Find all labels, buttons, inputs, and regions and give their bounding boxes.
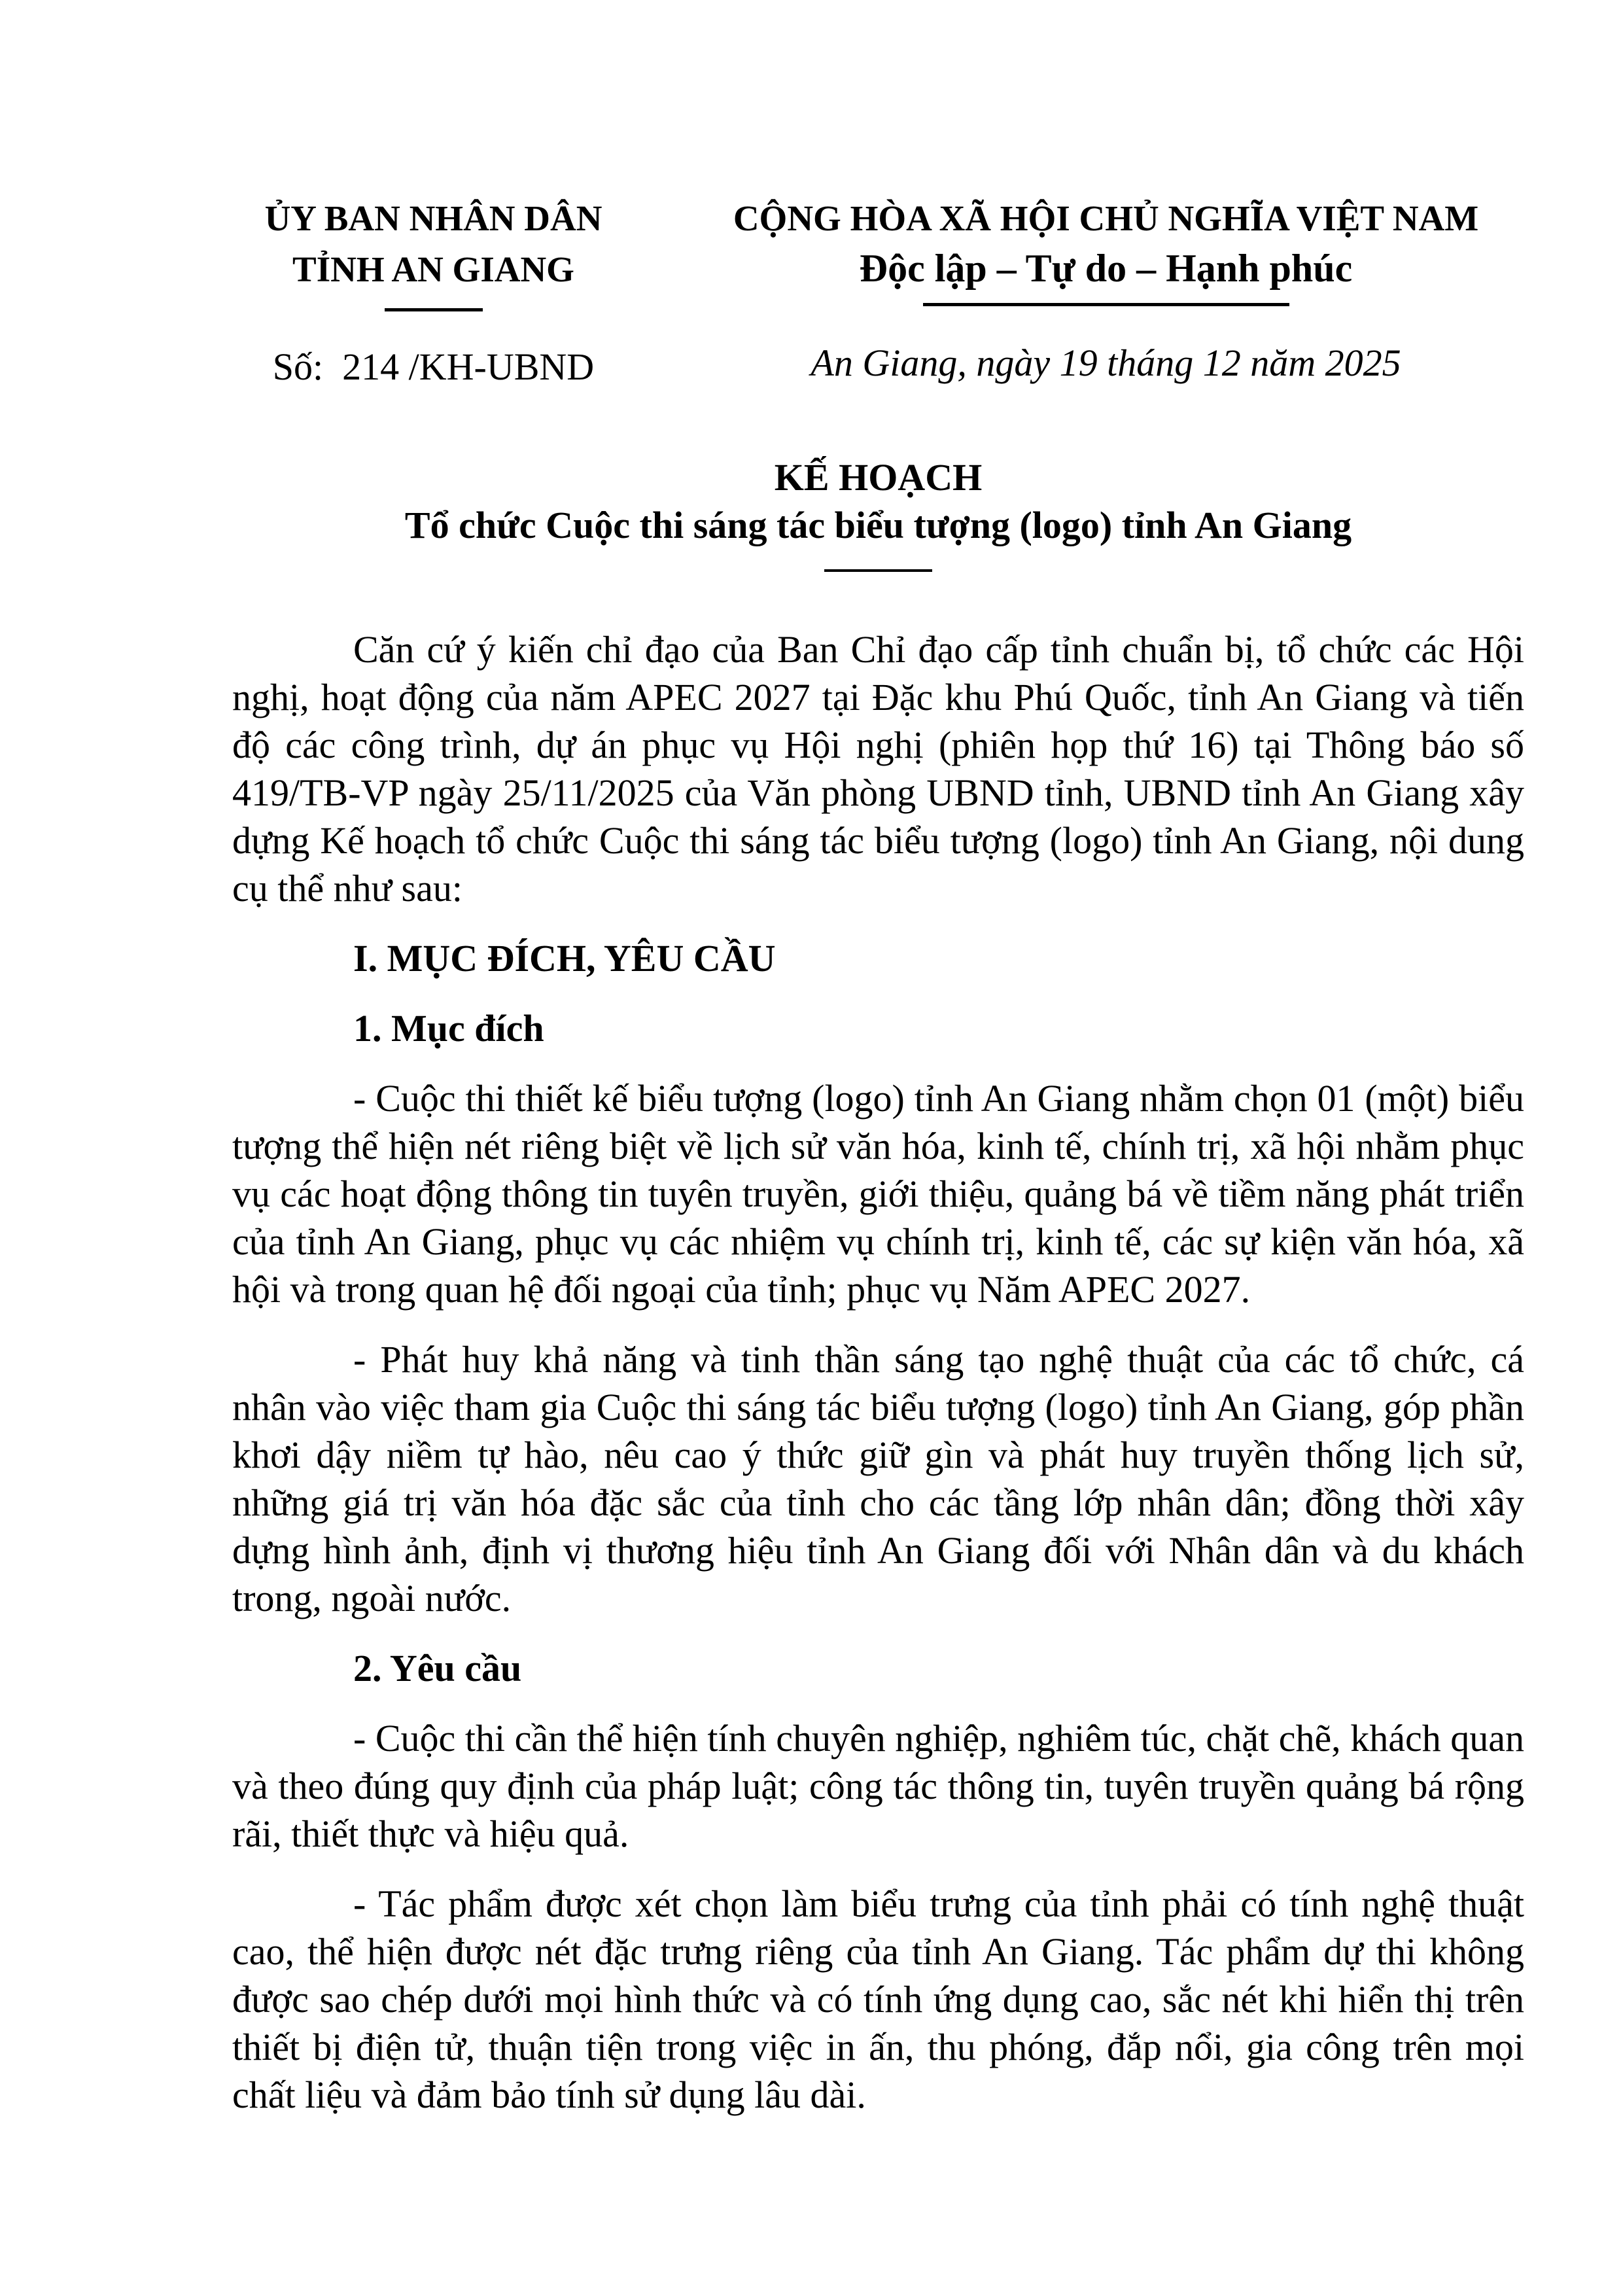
national-motto-divider <box>923 303 1289 306</box>
section-1-heading: I. MỤC ĐÍCH, YÊU CẦU <box>353 937 776 980</box>
issuing-agency-divider <box>385 308 483 311</box>
issuing-agency-line1: ỦY BAN NHÂN DÂN <box>264 198 602 238</box>
national-motto: Độc lập – Tự do – Hạnh phúc <box>859 247 1353 290</box>
section-1-2-paragraph: - Cuộc thi cần thể hiện tính chuyên nghiệp, nghiêm túc, chặt chẽ, khách quan và theo đúng quy định của pháp luật; công tác thông tin, tuyên truyền quảng bá rộng rãi, thiết thực và hiệu quả. <box>232 1717 1524 1855</box>
section-1-1-paragraph: - Phát huy khả năng và tinh thần sáng tạo nghệ thuật của các tổ chức, cá nhân vào việc tham gia Cuộc thi sáng tác biểu tượng (logo) tỉnh An Giang, góp phần khơi dậy niềm tự hào, nêu cao ý thức giữ gìn và phát huy truyền thống lịch sử, những giá trị văn hóa đặc sắc của tỉnh cho các tầng lớp nhân dân; đồng thời xây dựng hình ảnh, định vị thương hiệu tỉnh An Giang đối với Nhân dân và du khách trong, ngoài nước. <box>232 1338 1524 1619</box>
national-name: CỘNG HÒA XÃ HỘI CHỦ NGHĨA VIỆT NAM <box>733 198 1479 238</box>
intro-paragraph: Căn cứ ý kiến chỉ đạo của Ban Chỉ đạo cấp tỉnh chuẩn bị, tổ chức các Hội nghị, hoạt động của năm APEC 2027 tại Đặc khu Phú Quốc, tỉnh An Giang và tiến độ các công trình, dự án phục vụ Hội nghị (phiên họp thứ 16) tại Thông báo số 419/TB-VP ngày 25/11/2025 của Văn phòng UBND tỉnh, UBND tỉnh An Giang xây dựng Kế hoạch tổ chức Cuộc thi sáng tác biểu tượng (logo) tỉnh An Giang, nội dung cụ thể như sau: <box>232 628 1524 910</box>
title-block <box>0 455 1623 572</box>
document-type-title: KẾ HOẠCH <box>774 456 983 499</box>
section-1-1-paragraph: - Cuộc thi thiết kế biểu tượng (logo) tỉnh An Giang nhằm chọn 01 (một) biểu tượng thể hiện nét riêng biệt về lịch sử văn hóa, kinh tế, chính trị, xã hội nhằm phục vụ các hoạt động thông tin tuyên truyền, giới thiệu, quảng bá về tiềm năng phát triển của tỉnh An Giang, phục vụ các nhiệm vụ chính trị, kinh tế, các sự kiện văn hóa, xã hội và trong quan hệ đối ngoại của tỉnh; phục vụ Năm APEC 2027. <box>232 1077 1524 1311</box>
issuing-agency-line2: TỈNH AN GIANG <box>292 249 574 289</box>
document-number: Số: 214 /KH-UBND <box>272 345 595 388</box>
document-subject-title: Tổ chức Cuộc thi sáng tác biểu tượng (logo) tỉnh An Giang <box>404 504 1352 546</box>
section-1-2-heading: 2. Yêu cầu <box>353 1647 522 1689</box>
title-divider <box>824 569 932 572</box>
place-date-line: An Giang, ngày 19 tháng 12 năm 2025 <box>811 342 1401 384</box>
national-header-block <box>687 193 1525 390</box>
section-1-1-heading: 1. Mục đích <box>353 1007 544 1050</box>
document-header <box>0 0 1623 390</box>
issuing-agency-block <box>229 193 638 390</box>
document-body <box>0 626 1623 2119</box>
section-1-2-paragraph: - Tác phẩm được xét chọn làm biểu trưng của tỉnh phải có tính nghệ thuật cao, thể hiện được nét đặc trưng riêng của tỉnh An Giang. Tác phẩm dự thi không được sao chép dưới mọi hình thức và có tính ứng dụng cao, sắc nét khi hiển thị trên thiết bị điện tử, thuận tiện trong việc in ấn, thu phóng, đắp nổi, gia công trên mọi chất liệu và đảm bảo tính sử dụng lâu dài. <box>232 1882 1524 2116</box>
